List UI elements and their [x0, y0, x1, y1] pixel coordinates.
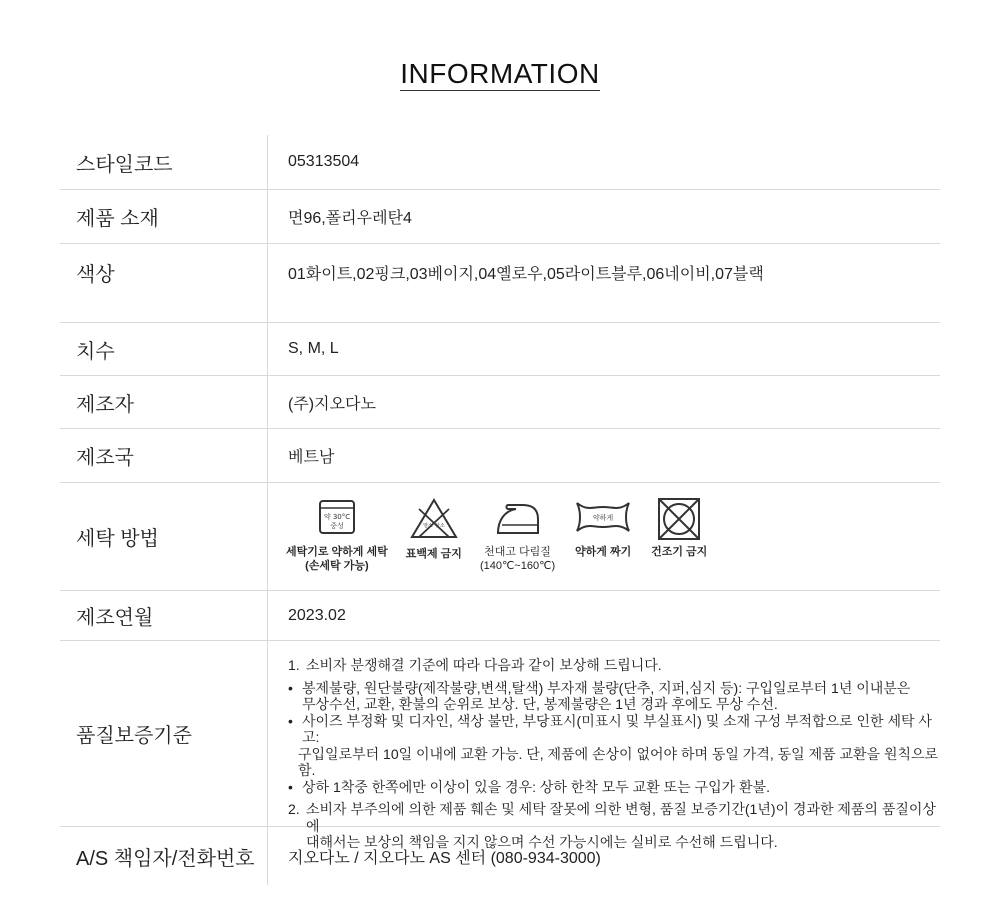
row-style-code	[60, 135, 940, 190]
hand-wash-icon	[317, 497, 357, 537]
iron-icon	[494, 497, 542, 537]
size-value: S, M, L	[288, 340, 339, 357]
style-code-label: 스타일코드	[60, 135, 268, 189]
gentle-wring-item	[573, 497, 633, 559]
row-size	[60, 323, 940, 376]
row-manufacturer	[60, 376, 940, 429]
quality-item-1-num: 1.	[288, 657, 300, 673]
bullet-mark: •	[288, 679, 293, 696]
gentle-wring-inner-text: 약하게	[592, 514, 614, 522]
manufacturer-value: (주)지오다노	[288, 395, 376, 413]
hand-wash-caption-sub: (손세탁 가능)	[305, 560, 369, 572]
quality-item-1	[288, 657, 940, 674]
date-value: 2023.02	[288, 606, 346, 624]
country-value: 베트남	[288, 449, 335, 466]
as-label: A/S 책임자/전화번호	[60, 827, 268, 885]
row-date	[60, 591, 940, 641]
quality-label: 품질보증기준	[60, 641, 268, 826]
page-title-text: INFORMATION	[400, 58, 600, 89]
as-value: 지오다노 / 지오다노 AS 센터 (080-934-3000)	[288, 849, 601, 867]
no-bleach-icon	[409, 497, 459, 539]
iron-caption-sub: (140℃~160℃)	[479, 560, 556, 572]
material-value: 면96,폴리우레탄4	[288, 210, 412, 227]
no-bleach-oxygen-text: 산소	[435, 523, 445, 529]
gentle-wring-caption: 약하게 짜기	[575, 546, 632, 558]
no-tumble-dry-item	[651, 497, 707, 559]
iron-item	[480, 497, 555, 573]
quality-item-1-text: 소비자 분쟁해결 기준에 따라 다음과 같이 보상해 드립니다.	[306, 657, 662, 673]
quality-bullet-2-line-1: 사이즈 부정확 및 디자인, 색상 불만, 부당표시(미표시 및 부실표시) 및 소재 구성 부적합으로 인한 세탁 사고:	[302, 712, 932, 745]
quality-bullet-1-line-1: 봉제불량, 원단불량(제작불량,변색,탈색) 부자재 불량(단추, 지퍼,심지 등): 구입일로부터 1년 이내분은	[302, 679, 911, 696]
iron-caption	[480, 545, 555, 573]
style-code-value: 05313504	[288, 153, 360, 170]
row-color	[60, 244, 940, 323]
bullet-mark: •	[288, 712, 293, 729]
hand-wash-caption-main: 세탁기로 약하게 세탁	[286, 546, 388, 558]
color-value: 01화이트,02핑크,03베이지,04옐로우,05라이트블루,06네이비,07블랙	[288, 266, 764, 283]
quality-item-2-num: 2.	[288, 801, 300, 817]
color-label: 색상	[60, 244, 268, 322]
manufacturer-label: 제조자	[60, 376, 268, 428]
row-quality	[60, 641, 940, 850]
hand-wash-temp-text: 약 30°C	[323, 513, 351, 521]
row-country	[60, 429, 940, 483]
washing-icons	[268, 483, 725, 590]
no-bleach-caption: 표백제 금지	[405, 548, 462, 560]
quality-bullet-3	[288, 779, 940, 796]
quality-item-2-line-2: 대해서는 보상의 책임을 지지 않으며 수선 가능시에는 실비로 수선해 드립니다.	[306, 834, 778, 850]
hand-wash-detergent-text: 중성	[330, 522, 344, 530]
quality-bullet-1	[288, 680, 940, 713]
quality-bullet-2	[288, 713, 940, 779]
no-tumble-dry-caption: 건조기 금지	[651, 546, 708, 558]
iron-caption-main: 천대고 다림질	[484, 546, 551, 558]
info-table	[60, 135, 940, 885]
no-tumble-dry-icon	[655, 497, 703, 541]
material-label: 제품 소재	[60, 190, 268, 243]
no-bleach-item	[406, 497, 462, 561]
size-label: 치수	[60, 323, 268, 375]
quality-item-2-line-1: 소비자 부주의에 의한 제품 훼손 및 세탁 잘못에 의한 변형, 품질 보증기간(1년)이 경과한 제품의 품질이상에	[306, 801, 936, 834]
bullet-mark: •	[288, 778, 293, 795]
quality-bullet-1-line-2: 무상수선, 교환, 환불의 순위로 보상. 단, 봉제불량은 1년 경과 후에도 무상 수선.	[302, 696, 778, 712]
page-title	[0, 58, 1000, 90]
hand-wash-item	[286, 497, 388, 573]
row-material	[60, 190, 940, 244]
hand-wash-caption	[286, 545, 388, 573]
quality-item-2	[288, 801, 940, 851]
quality-bullet-3-text: 상하 1착중 한쪽에만 이상이 있을 경우: 상하 한착 모두 교환 또는 구입가 환불.	[302, 778, 770, 795]
quality-bullet-2-line-2: 구입일로부터 10일 이내에 교환 가능. 단, 제품에 손상이 없어야 하며 동일 가격, 동일 제품 교환을 원칙으로 함.	[298, 745, 939, 778]
country-label: 제조국	[60, 429, 268, 482]
row-washing	[60, 483, 940, 591]
date-label: 제조연월	[60, 591, 268, 640]
quality-text	[268, 641, 940, 850]
gentle-wring-icon	[573, 497, 633, 537]
washing-label: 세탁 방법	[60, 483, 268, 590]
no-bleach-chlorine-text: 염소	[423, 523, 433, 529]
